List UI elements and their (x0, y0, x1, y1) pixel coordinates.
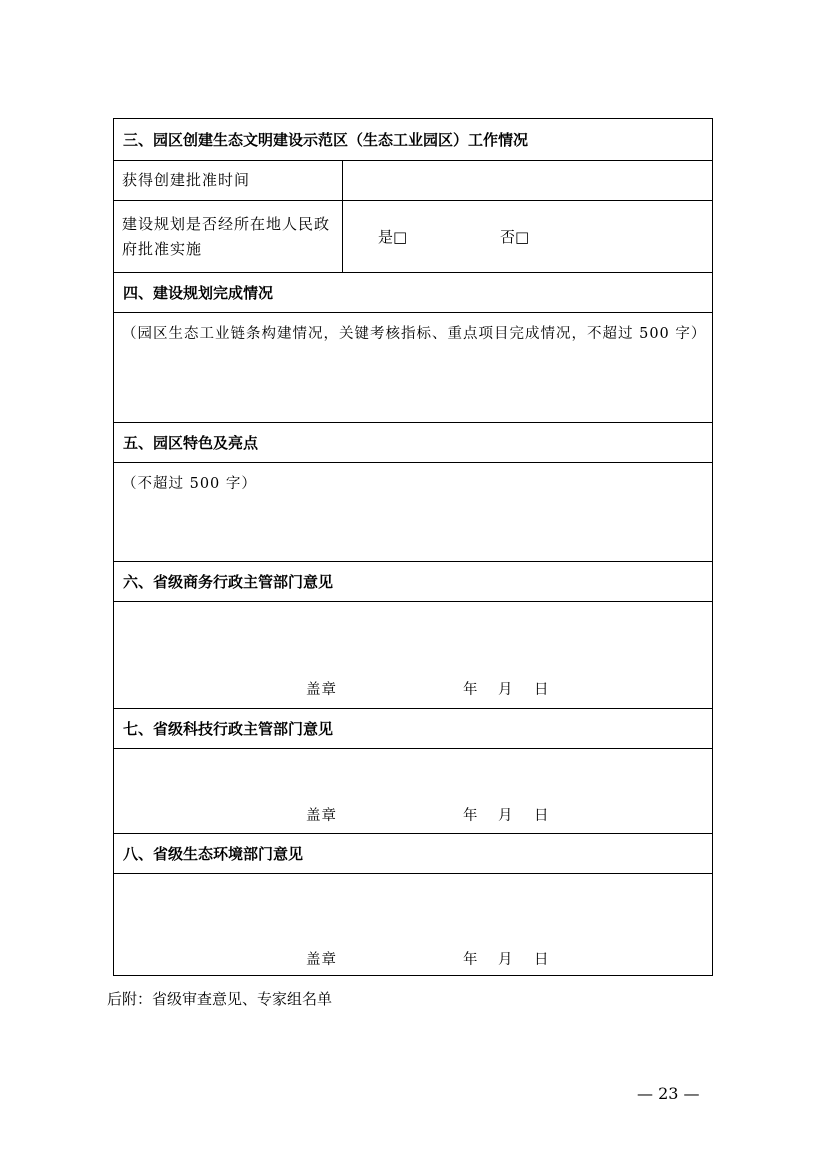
section4-note: （园区生态工业链条构建情况，关键考核指标、重点项目完成情况，不超过 500 字） (122, 326, 707, 342)
section4-title: 四、建设规划完成情况 (123, 284, 274, 302)
section8-year-label: 年 (463, 952, 479, 968)
plan-approval-label: 建设规划是否经所在地人民政府批准实施 (114, 201, 343, 272)
section5-content-area[interactable] (114, 463, 712, 562)
plan-approval-options (343, 201, 712, 272)
section7-day-label: 日 (534, 808, 550, 824)
approval-time-label: 获得创建批准时间 (114, 161, 343, 200)
section3-title: 三、园区创建生态文明建设示范区（生态工业园区）工作情况 (123, 131, 529, 149)
approval-time-field[interactable] (343, 161, 712, 200)
section8-seal-label: 盖章 (306, 952, 337, 968)
yes-checkbox[interactable]: 是□ (378, 228, 408, 246)
section5-title: 五、园区特色及亮点 (123, 434, 259, 452)
section8-title: 八、省级生态环境部门意见 (123, 845, 304, 863)
section7-title: 七、省级科技行政主管部门意见 (123, 720, 334, 738)
section6-header (114, 562, 712, 602)
section3-header (114, 119, 712, 161)
section4-content-area[interactable] (114, 313, 712, 423)
attachment-note: 后附：省级审查意见、专家组名单 (107, 990, 333, 1008)
section6-title: 六、省级商务行政主管部门意见 (123, 573, 334, 591)
section6-year-label: 年 (463, 682, 479, 698)
section8-month-label: 月 (498, 952, 514, 968)
approval-time-row (114, 161, 712, 201)
section6-opinion-area[interactable] (114, 602, 712, 709)
section7-header (114, 709, 712, 749)
application-form-table (113, 118, 713, 976)
section8-opinion-area[interactable] (114, 874, 712, 975)
no-checkbox[interactable]: 否□ (500, 228, 530, 246)
page-number: — 23 — (637, 1084, 700, 1103)
section6-month-label: 月 (498, 682, 514, 698)
section7-seal-label: 盖章 (306, 808, 337, 824)
section6-day-label: 日 (534, 682, 550, 698)
section7-month-label: 月 (498, 808, 514, 824)
section5-header (114, 423, 712, 463)
section6-seal-label: 盖章 (306, 682, 337, 698)
section8-day-label: 日 (534, 952, 550, 968)
section5-note: （不超过 500 字） (122, 476, 257, 492)
section7-opinion-area[interactable] (114, 749, 712, 834)
section4-header (114, 273, 712, 313)
section7-year-label: 年 (463, 808, 479, 824)
section8-header (114, 834, 712, 874)
plan-approval-row (114, 201, 712, 273)
